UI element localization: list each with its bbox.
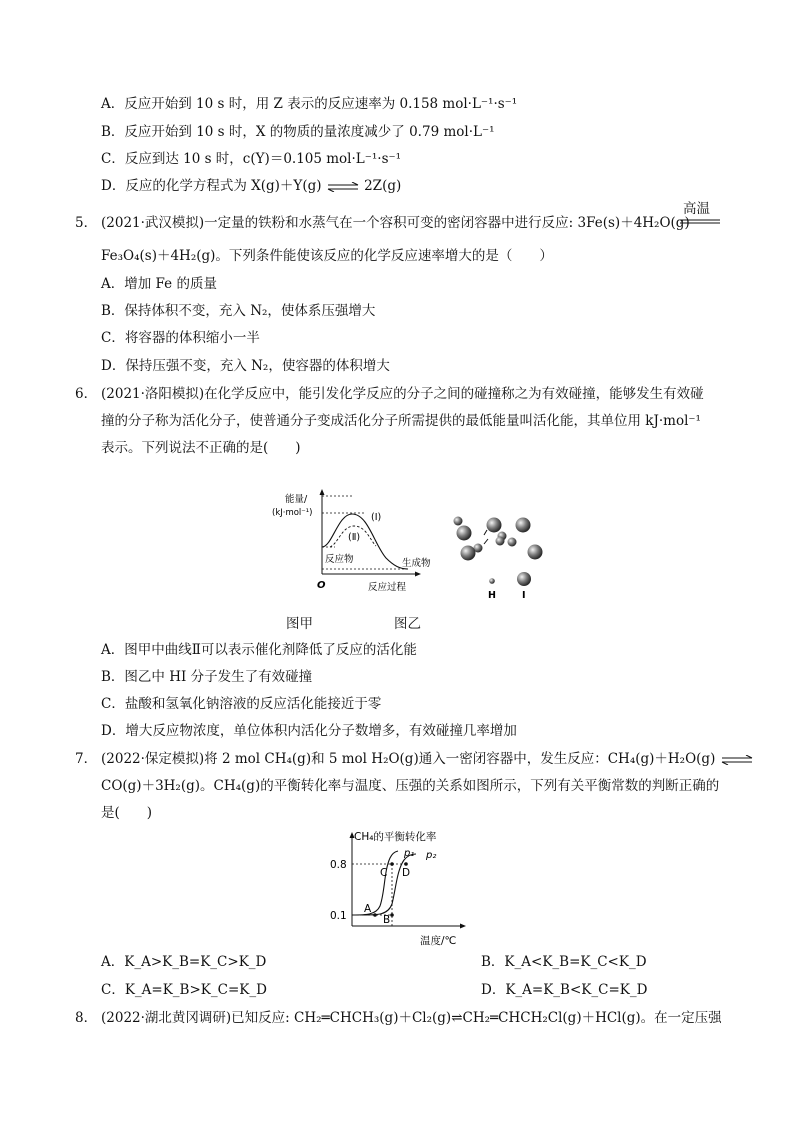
energy-xlabel: 反应过程 [368, 582, 407, 593]
equilibrium-arrow-icon [720, 755, 754, 765]
q7-option-c: C．K_A=K_B>K_C=K_D [101, 982, 267, 998]
q8-number: 8． [75, 1010, 98, 1026]
point-d-label: D [402, 867, 411, 879]
q7-stem-line2: CO(g)＋3H₂(g)。CH₄(g)的平衡转化率与温度、压强的关系如图所示，下列有关平衡常数的判断正确的 [101, 778, 720, 794]
figure-b-caption: 图乙 [394, 616, 421, 632]
condition-high-temp: 高温 [683, 201, 710, 217]
hi-molecule-1 [454, 517, 472, 541]
q7-stem-line1 [101, 749, 754, 769]
q6-stem-line1: (2021·洛阳模拟)在化学反应中，能引发化学反应的分子之间的碰撞称之为有效碰撞，能够发生有效碰 [101, 386, 704, 402]
q4-option-d-suffix: 2Z(g) [364, 178, 402, 194]
chart-xlabel: 温度/℃ [420, 935, 457, 947]
hi-molecule-2 [461, 544, 483, 561]
conversion-rate-chart [322, 826, 472, 948]
chart-ylabel: CH₄的平衡转化率 [354, 831, 437, 843]
molecule-collision-diagram [440, 506, 570, 606]
y-tick-08: 0.8 [330, 859, 347, 871]
point-a-marker [373, 913, 377, 917]
energy-ylabel-1: 能量/ [285, 494, 308, 505]
p2-label: p₂ [426, 850, 437, 861]
motion-arrow-2-icon [484, 539, 488, 544]
q6-option-a: A．图甲中曲线Ⅱ可以表示催化剂降低了反应的活化能 [101, 642, 417, 658]
i-atom-legend-icon [517, 572, 531, 586]
reaction-equals-sign-icon [679, 219, 721, 225]
h-atom-label: H [488, 590, 496, 601]
q6-stem-line2: 撞的分子称为活化分子，使普通分子变成活化分子所需提供的最低能量叫活化能，其单位用 kJ·mol⁻¹ [101, 413, 701, 429]
q5-reaction-condition [679, 201, 721, 221]
figure-a-caption: 图甲 [286, 616, 313, 632]
point-b-label: B [383, 914, 391, 926]
x-axis-arrow-icon [415, 572, 421, 577]
q5-stem-line1: (2021·武汉模拟)一定量的铁粉和水蒸气在一个容积可变的密闭容器中进行反应: 3Fe(s)＋4H₂O(g) [101, 215, 690, 231]
i2-molecule [516, 518, 543, 560]
h-atom-legend-icon [489, 578, 495, 584]
q7-option-d: D．K_A=K_B<K_C=K_D [481, 982, 648, 998]
p1-label: p₁ [404, 848, 415, 859]
q5-option-a: A．增加 Fe 的质量 [101, 276, 217, 292]
q5-stem-line2: Fe₃O₄(s)＋4H₂(g)。下列条件能使该反应的化学反应速率增大的是（ ） [101, 248, 553, 264]
chart-x-arrow-icon [460, 924, 466, 929]
reactant-label: 反应物 [325, 554, 354, 565]
q7-stem-line3: 是( ) [101, 805, 153, 821]
point-c-marker [390, 862, 394, 866]
q7-stem-line1-text: (2022·保定模拟)将 2 mol CH₄(g)和 5 mol H₂O(g)通入一密闭容器中，发生反应：CH₄(g)＋H₂O(g) [101, 751, 716, 767]
origin-label: O [317, 580, 326, 591]
q4-option-c: C．反应到达 10 s 时，c(Y)＝0.105 mol·L⁻¹·s⁻¹ [101, 151, 402, 167]
q5-option-d: D．保持压强不变，充入 N₂，使容器的体积增大 [101, 358, 390, 374]
equilibrium-arrow-icon [326, 182, 360, 192]
q7-option-b: B．K_A<K_B=K_C<K_D [481, 954, 647, 970]
point-c-label: C [380, 867, 388, 879]
q8-stem-line1: (2022·湖北黄冈调研)已知反应: CH₂═CHCH₃(g)＋Cl₂(g)⇌CH₂═CHCH₂Cl(g)＋HCl(g)。在一定压强 [101, 1010, 722, 1026]
q4-option-a: A．反应开始到 10 s 时，用 Z 表示的反应速率为 0.158 mol·L⁻¹·s⁻¹ [101, 96, 518, 112]
point-a-label: A [364, 903, 372, 915]
y-tick-01: 0.1 [330, 910, 347, 922]
product-label: 生成物 [402, 558, 431, 569]
motion-arrow-1-icon [484, 530, 487, 535]
q4-option-d-prefix: D．反应的化学方程式为 X(g)＋Y(g) [101, 178, 322, 194]
point-b-marker [390, 913, 394, 917]
q5-option-c: C．将容器的体积缩小一半 [101, 330, 260, 346]
q4-option-d [101, 176, 401, 196]
energy-ylabel-2: (kJ·mol⁻¹) [272, 508, 313, 518]
curve-i-label: (Ⅰ) [371, 512, 382, 523]
q6-number: 6． [75, 386, 98, 402]
energy-diagram [268, 488, 438, 604]
q7-option-a: A．K_A>K_B=K_C>K_D [101, 954, 267, 970]
q5-number: 5． [75, 215, 98, 231]
q6-option-d: D．增大反应物浓度，单位体积内活化分子数增多，有效碰撞几率增加 [101, 723, 517, 739]
i-atom-label: I [522, 590, 526, 601]
y-axis-arrow-icon [320, 489, 325, 495]
q4-option-b: B．反应开始到 10 s 时，X 的物质的量浓度减少了 0.79 mol·L⁻¹ [101, 124, 495, 140]
q6-stem-line3: 表示。下列说法不正确的是( ) [101, 440, 301, 456]
point-d-marker [404, 862, 408, 866]
q6-option-b: B．图乙中 HI 分子发生了有效碰撞 [101, 669, 313, 685]
q7-number: 7． [75, 751, 98, 767]
q6-option-c: C．盐酸和氢氧化钠溶液的反应活化能接近于零 [101, 696, 382, 712]
q5-option-b: B．保持体积不变，充入 N₂，使体系压强增大 [101, 303, 376, 319]
hi-molecule-3 [487, 518, 507, 541]
curve-ii-label: (Ⅱ) [348, 532, 361, 543]
